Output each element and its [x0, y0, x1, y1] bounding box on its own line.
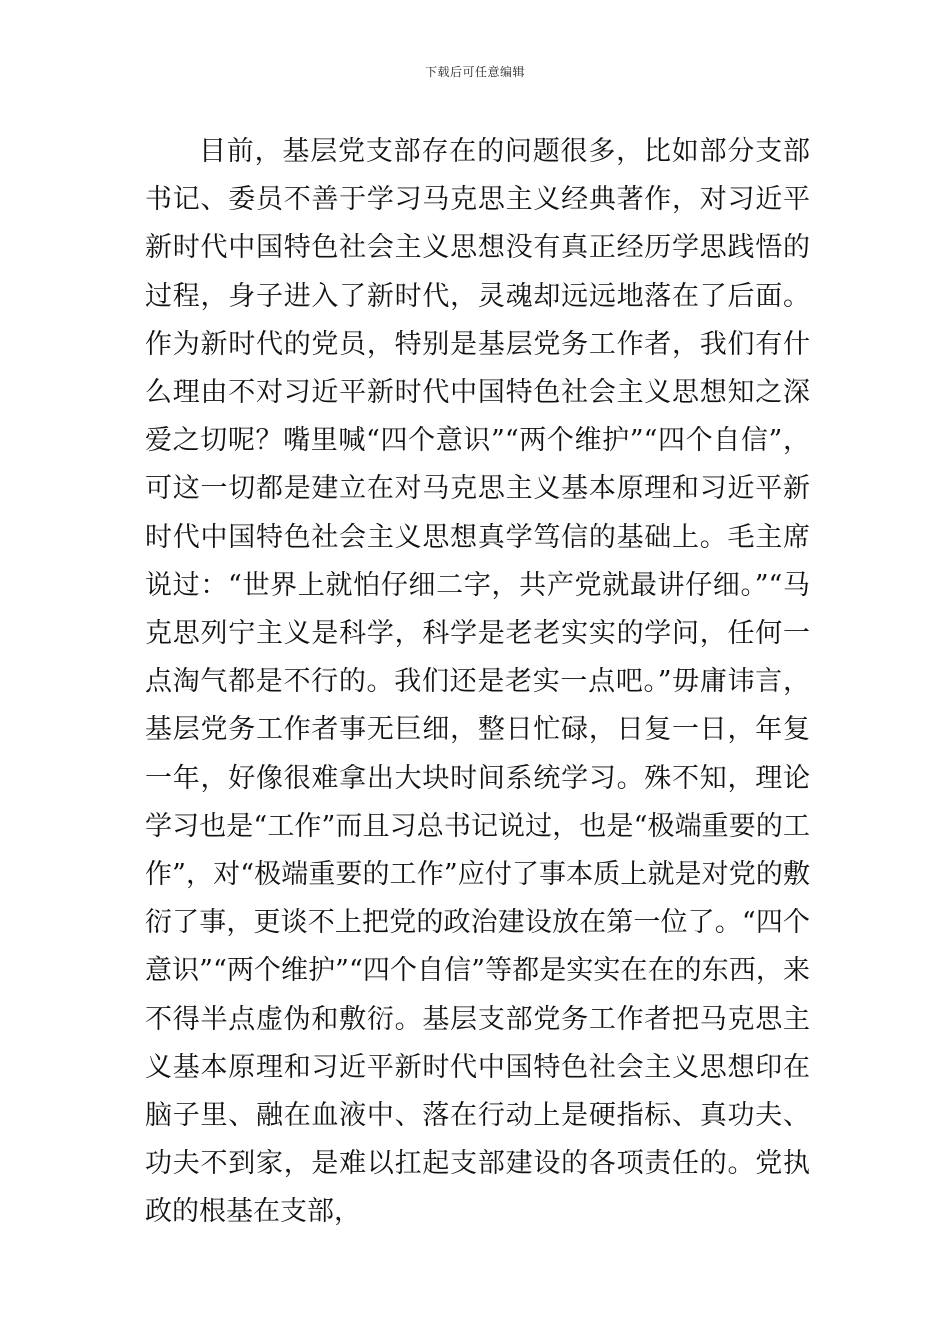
- page-header: 下载后可任意编辑: [424, 65, 525, 79]
- body-paragraph: 目前，基层党支部存在的问题很多，比如部分支部书记、委员不善于学习马克思主义经典著作，对习近平新时代中国特色社会主义思想没有真正经历学思践悟的过程，身子进入了新时代，灵魂却远远地落在了后面。作为新时代的党员，特别是基层党务工作者，我们有什么理由不对习近平新时代中国特色社会主义思想知之深爱之切呢？嘴里喊“四个意识”“两个维护”“四个自信”，可这一切都是建立在对马克思主义基本原理和习近平新时代中国特色社会主义思想真学笃信的基础上。毛主席说过：“世界上就怕仔细二字，共产党就最讲仔细。”“马克思列宁主义是科学，科学是老老实实的学问，任何一点淘气都是不行的。我们还是老实一点吧。”毋庸讳言，基层党务工作者事无巨细，整日忙碌，日复一日，年复一年，好像很难拿出大块时间系统学习。殊不知，理论学习也是“工作”而且习总书记说过，也是“极端重要的工作”，对“极端重要的工作”应付了事本质上就是对党的敷衍了事，更谈不上把党的政治建设放在第一位了。“四个意识”“两个维护”“四个自信”等都是实实在在的东西，来不得半点虚伪和敷衍。基层支部党务工作者把马克思主义基本原理和习近平新时代中国特色社会主义思想印在脑子里、融在血液中、落在行动上是硬指标、真功夫、功夫不到家，是难以扛起支部建设的各项责任的。党执政的根基在支部，: [145, 136, 810, 1228]
